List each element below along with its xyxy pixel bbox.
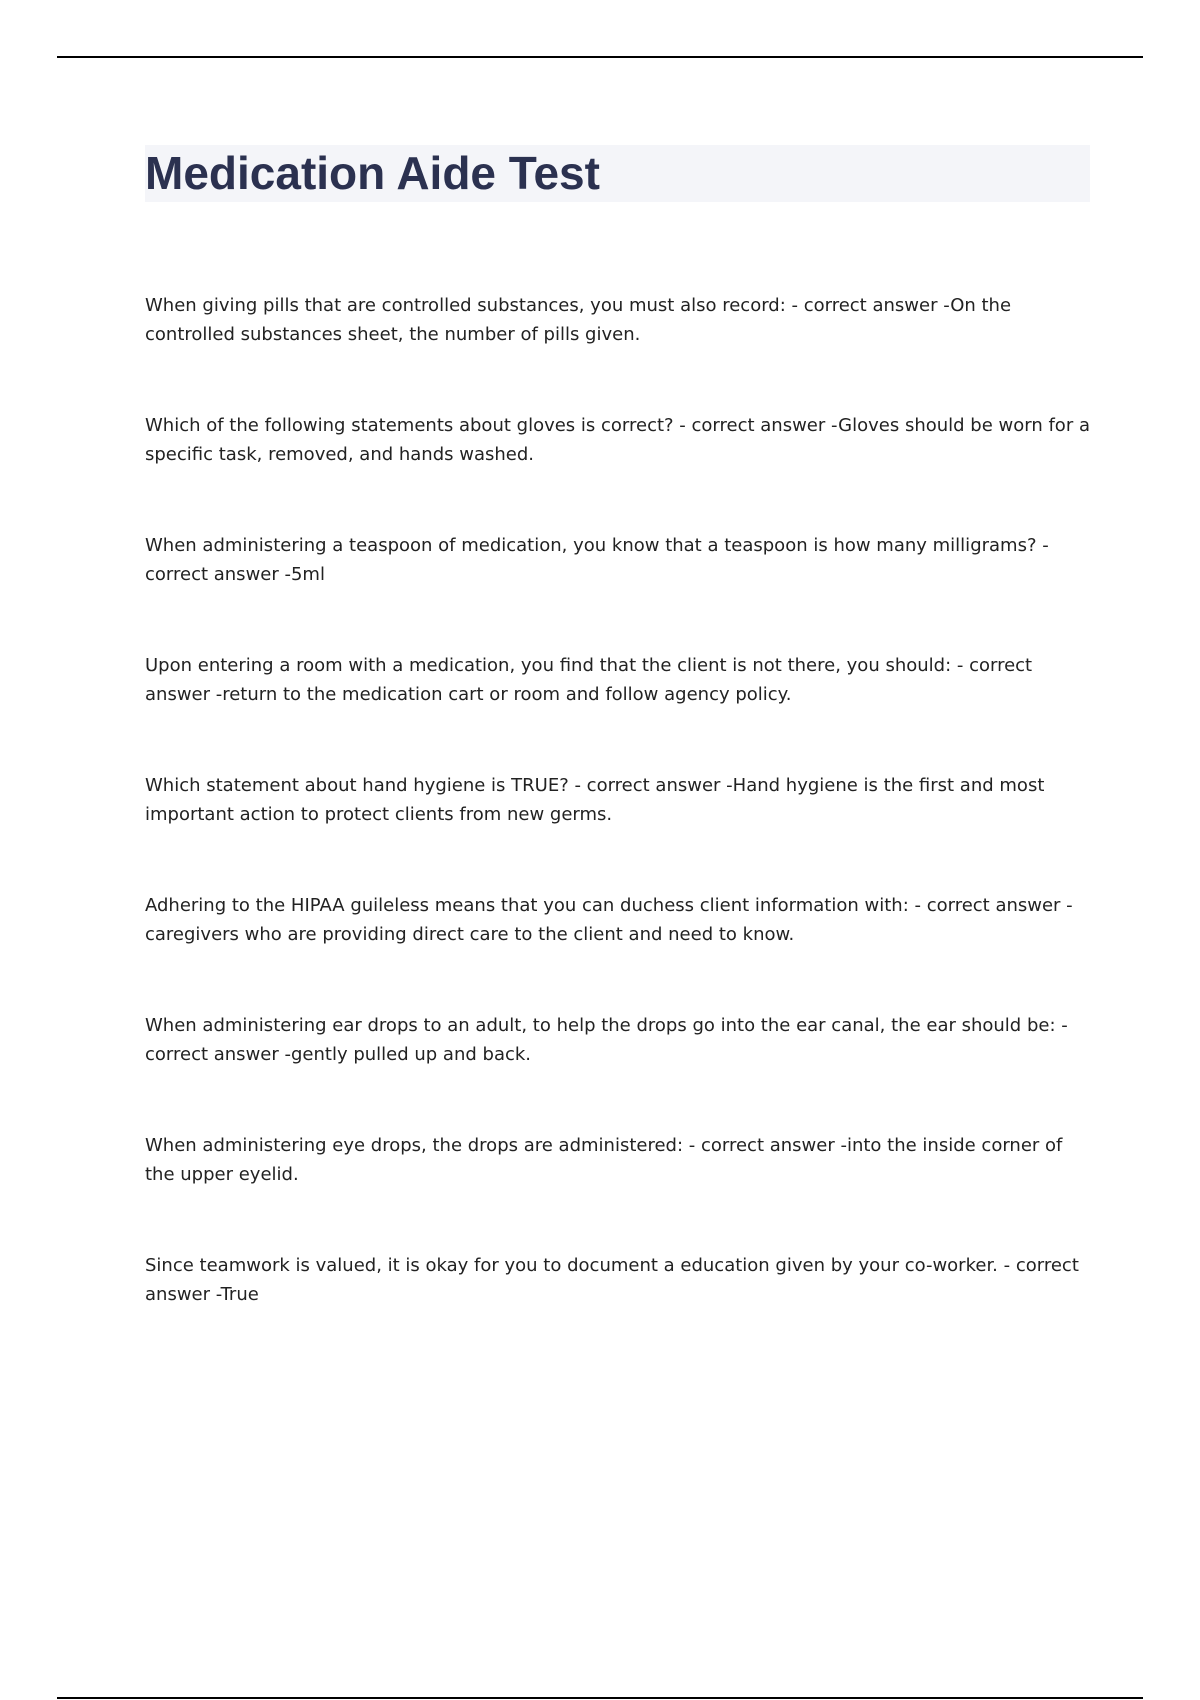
qa-item: Which statement about hand hygiene is TRUE? - correct answer -Hand hygiene is the first and most important action to protect clients from new germs. <box>145 775 1045 825</box>
qa-item: When administering a teaspoon of medication, you know that a teaspoon is how many milligrams? - correct answer -5ml <box>145 535 1049 585</box>
qa-item: Since teamwork is valued, it is okay for you to document a education given by your co-worker. - correct answer -True <box>145 1255 1079 1305</box>
qa-item: When administering eye drops, the drops are administered: - correct answer -into the inside corner of the upper eyelid. <box>145 1135 1063 1185</box>
qa-item: Upon entering a room with a medication, you find that the client is not there, you should: - correct answer -return to the medication cart or room and follow agency policy. <box>145 655 1033 705</box>
qa-item: Which of the following statements about gloves is correct? - correct answer -Gloves should be worn for a specific task, removed, and hands washed. <box>145 415 1090 465</box>
qa-item: Adhering to the HIPAA guileless means that you can duchess client information with: - correct answer -caregivers who are providing direct care to the client and need to know. <box>145 895 1073 945</box>
bottom-rule <box>57 1697 1143 1699</box>
top-rule <box>57 56 1143 58</box>
page-title: Medication Aide Test <box>145 147 600 199</box>
qa-item: When administering ear drops to an adult, to help the drops go into the ear canal, the ear should be: -correct answer -gently pulled up and back. <box>145 1015 1068 1065</box>
question-list <box>145 291 1090 1371</box>
qa-item: When giving pills that are controlled substances, you must also record: - correct answer -On the controlled substances sheet, the number of pills given. <box>145 295 1012 345</box>
